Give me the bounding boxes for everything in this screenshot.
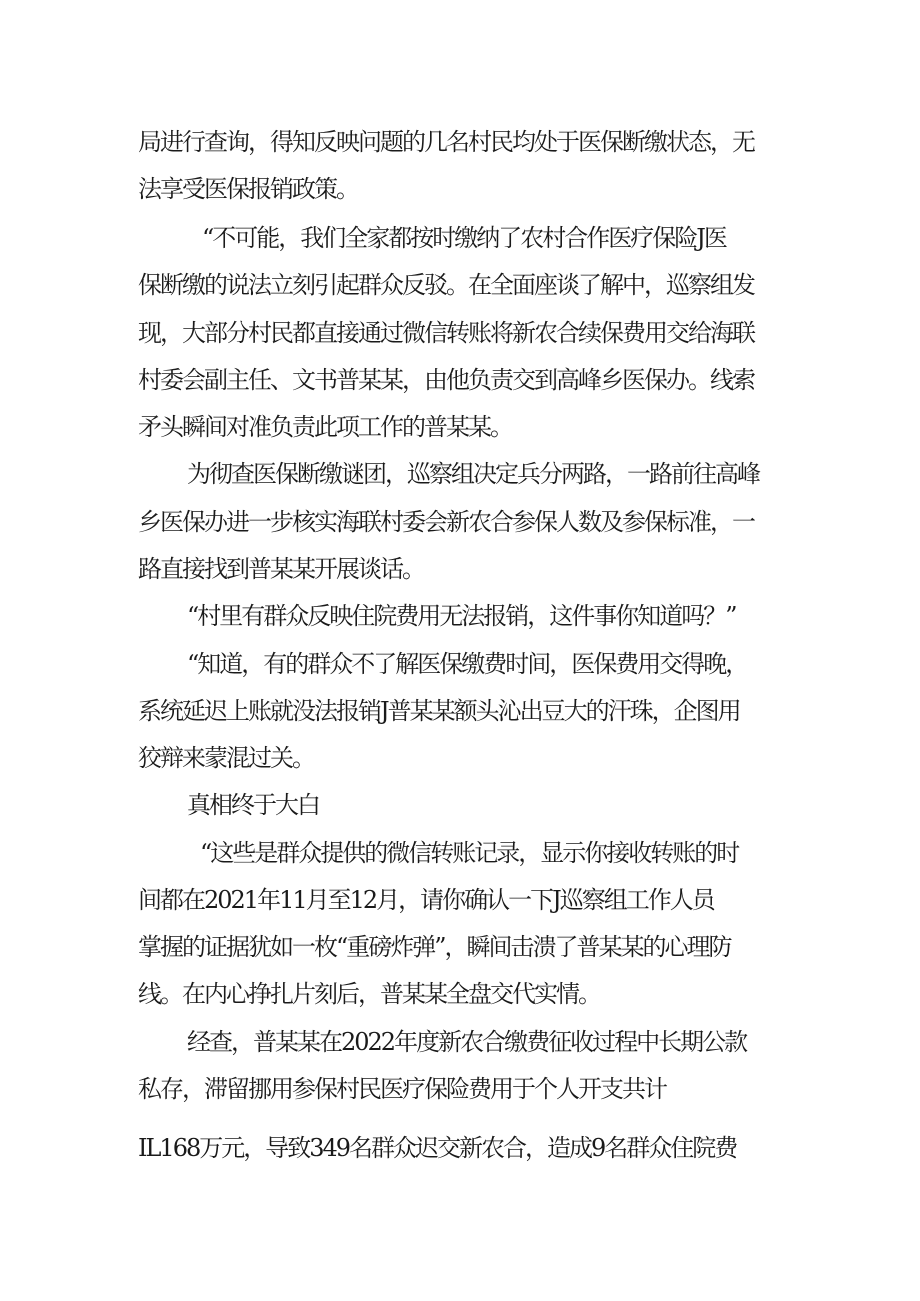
text-line-2: 法享受医保报销政策。 [138,175,358,203]
text-line-19: 线。在内心挣扎片刻后，普某某全盘交代实情。 [138,980,600,1008]
text-line-10: 路直接找到普某某开展谈话。 [138,555,424,583]
text-line-16: “这些是群众提供的微信转账记录，显示你接收转账的时 [200,839,739,867]
text-line-13: 系统延迟上账就没法报销J普某某额头沁出豆大的汗珠，企图用 [138,697,740,725]
text-line-12: “知道，有的群众不了解医保缴费时间，医保费用交得晚， [187,650,748,678]
text-line-9: 乡医保办进一步核实海联村委会新农合参保人数及参保标准，一 [138,508,754,536]
text-line-6: 村委会副主任、文书普某某，由他负责交到高峰乡医保办。线索 [138,366,754,394]
section-heading: 真相终于大白 [187,791,319,819]
text-line-21: 私存，滞留挪用参保村民医疗保险费用于个人开支共计 [138,1075,666,1103]
text-line-17: 间都在2021年11月至12月，请你确认一下J巡察组工作人员 [138,886,714,914]
text-line-20: 经查，普某某在2022年度新农合缴费征收过程中长期公款 [187,1028,747,1056]
text-line-18: 掌握的证据犹如一枚“重磅炸弹”，瞬间击溃了普某某的心理防 [138,933,731,961]
text-line-5: 现，大部分村民都直接通过微信转账将新农合续保费用交给海联 [138,319,754,347]
text-line-4: 保断缴的说法立刻引起群众反驳。在全面座谈了解中，巡察组发 [138,271,754,299]
text-line-22: IL168万元，导致349名群众迟交新农合，造成9名群众住院费 [138,1134,737,1162]
text-line-8: 为彻查医保断缴谜团，巡察组决定兵分两路，一路前往高峰 [187,460,759,488]
text-line-3: “不可能，我们全家都按时缴纳了农村合作医疗保险J医 [202,224,726,252]
text-line-11: “村里有群众反映住院费用无法报销，这件事你知道吗？” [187,602,736,630]
text-line-14: 狡辩来蒙混过关。 [138,744,314,772]
text-line-7: 矛头瞬间对准负责此项工作的普某某。 [138,413,512,441]
text-line-1: 局进行查询，得知反映问题的几名村民均处于医保断缴状态，无 [138,128,754,156]
